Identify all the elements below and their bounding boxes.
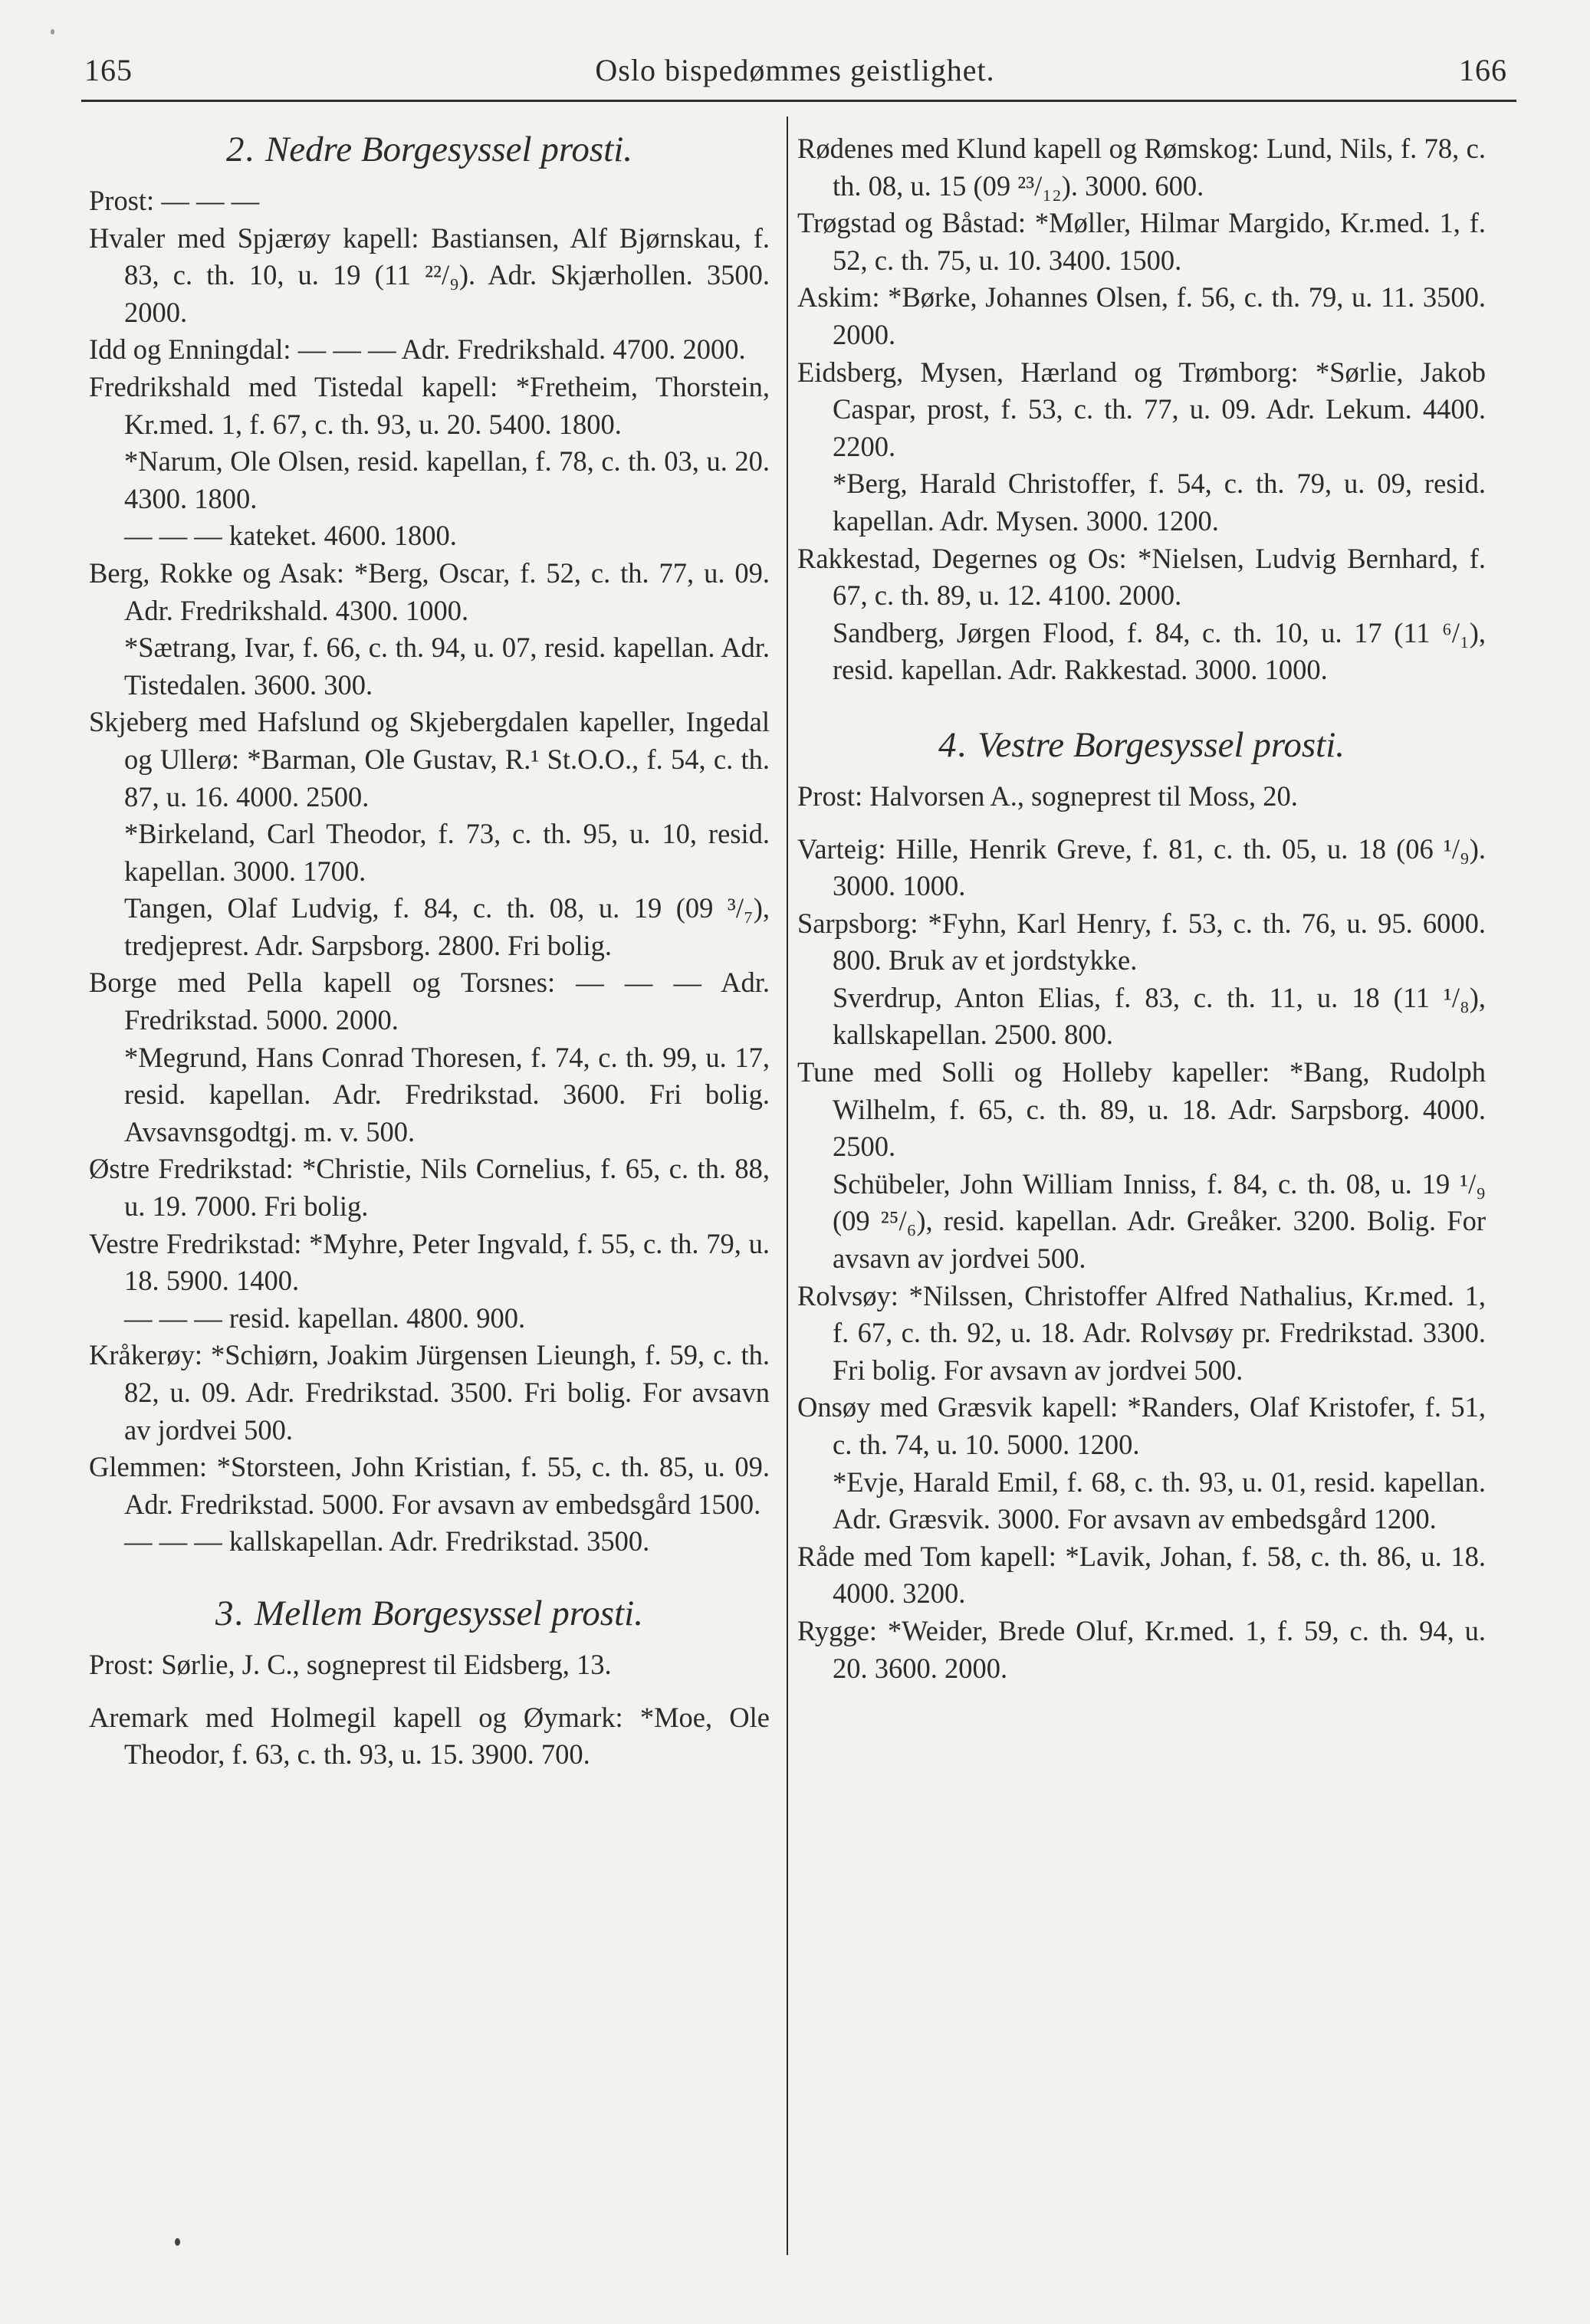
entry: Østre Fredrikstad: *Christie, Nils Cornelius, f. 65, c. th. 88, u. 19. 7000. Fri bolig. bbox=[89, 1153, 770, 1223]
entry: Råde med Tom kapell: *Lavik, Johan, f. 58, c. th. 86, u. 18. 4000. 3200. bbox=[797, 1540, 1486, 1610]
right-column bbox=[797, 115, 1486, 1687]
entry: Rolvsøy: *Nilssen, Christoffer Alfred Nathalius, Kr.med. 1, f. 67, c. th. 92, u. 18. Adr. Rolvsøy pr. Fredrikstad. 3300. Fri bolig. For avsavn av jordvei 500. bbox=[797, 1279, 1486, 1386]
entry-sub: *Megrund, Hans Conrad Thoresen, f. 74, c. th. 99, u. 17, resid. kapellan. Adr. Fredrikstad. 3600. Fri bolig. Avsavnsgodtgj. m. v. 500. bbox=[124, 1041, 770, 1147]
entry: Prost: — — — bbox=[89, 185, 260, 216]
section-number: 4. bbox=[938, 724, 969, 765]
entry-sub: — — — kallskapellan. Adr. Fredrikstad. 3500. bbox=[124, 1525, 650, 1558]
entry: Glemmen: *Storsteen, John Kristian, f. 55, c. th. 85, u. 09. Adr. Fredrikstad. 5000. For avsavn av embedsgård 1500. bbox=[89, 1451, 770, 1520]
entry: Sarpsborg: *Fyhn, Karl Henry, f. 53, c. th. 76, u. 95. 6000. 800. Bruk av et jordstykke. bbox=[797, 907, 1486, 977]
entry-sub: Tangen, Olaf Ludvig, f. 84, c. th. 08, u. 19 (09 ³/₇), tredjeprest. Adr. Sarpsborg. 2800. Fri bolig. bbox=[124, 892, 770, 961]
section-number: 2. bbox=[225, 130, 257, 169]
left-column bbox=[89, 115, 770, 1774]
section-title: Vestre Borgesyssel prosti. bbox=[977, 724, 1345, 765]
entry-sub: — — — resid. kapellan. 4800. 900. bbox=[124, 1302, 526, 1334]
prost-line: Prost: Halvorsen A., sogneprest til Moss, 20. bbox=[797, 780, 1298, 812]
section-number: 3. bbox=[215, 1593, 246, 1633]
entry: Eidsberg, Mysen, Hærland og Trømborg: *Sørlie, Jakob Caspar, prost, f. 53, c. th. 77, u. 09. Adr. Lekum. 4400. 2200. bbox=[797, 356, 1486, 462]
print-speck bbox=[51, 29, 54, 34]
section-heading bbox=[797, 723, 1486, 767]
entry-sub: *Evje, Harald Emil, f. 68, c. th. 93, u. 01, resid. kapellan. Adr. Græsvik. 3000. For avsavn av embedsgård 1200. bbox=[833, 1466, 1486, 1535]
entry: Aremark med Holmegil kapell og Øymark: *Moe, Ole Theodor, f. 63, c. th. 93, u. 15. 3900. 700. bbox=[89, 1701, 770, 1771]
entry: Kråkerøy: *Schiørn, Joakim Jürgensen Lieungh, f. 59, c. th. 82, u. 09. Adr. Fredrikstad. 3500. Fri bolig. For avsavn av jordvei 500. bbox=[89, 1339, 770, 1446]
entry-sub: *Sætrang, Ivar, f. 66, c. th. 94, u. 07, resid. kapellan. Adr. Tistedalen. 3600. 300. bbox=[124, 632, 770, 701]
entry: Rakkestad, Degernes og Os: *Nielsen, Ludvig Bernhard, f. 67, c. th. 89, u. 12. 4100. 2000. bbox=[797, 542, 1486, 612]
entry-sub: Schübeler, John William Inniss, f. 84, c. th. 08, u. 19 ¹/₉ (09 ²⁵/₆), resid. kapellan. Adr. Greåker. 3200. Bolig. For avsavn av jordvei 500. bbox=[833, 1167, 1486, 1275]
section-heading bbox=[89, 1591, 770, 1636]
section-title: Mellem Borgesyssel prosti. bbox=[255, 1593, 643, 1633]
running-title: Oslo bispedømmes geistlighet. bbox=[595, 53, 995, 87]
entry-sub: — — — kateket. 4600. 1800. bbox=[124, 520, 457, 552]
entry-sub: *Narum, Ole Olsen, resid. kapellan, f. 78, c. th. 03, u. 20. 4300. 1800. bbox=[124, 445, 770, 514]
entry: Berg, Rokke og Asak: *Berg, Oscar, f. 52, c. th. 77, u. 09. Adr. Fredrikshald. 4300. 1000. bbox=[89, 556, 770, 626]
entry: Tune med Solli og Holleby kapeller: *Bang, Rudolph Wilhelm, f. 65, c. th. 89, u. 18. Adr. Sarpsborg. 4000. 2500. bbox=[797, 1056, 1486, 1163]
page-number-left: 165 bbox=[84, 53, 133, 87]
entry: Borge med Pella kapell og Torsnes: — — — Adr. Fredrikstad. 5000. 2000. bbox=[89, 967, 770, 1036]
column-divider bbox=[787, 117, 788, 2255]
entry: Askim: *Børke, Johannes Olsen, f. 56, c. th. 79, u. 11. 3500. 2000. bbox=[797, 281, 1486, 350]
entry-sub: Sandberg, Jørgen Flood, f. 84, c. th. 10, u. 17 (11 ⁶/₁), resid. kapellan. Adr. Rakkestad. 3000. 1000. bbox=[833, 616, 1486, 686]
prost-line: Prost: Sørlie, J. C., sogneprest til Eidsberg, 13. bbox=[89, 1648, 612, 1680]
entry: Vestre Fredrikstad: *Myhre, Peter Ingvald, f. 55, c. th. 79, u. 18. 5900. 1400. bbox=[89, 1227, 770, 1297]
entry: Rygge: *Weider, Brede Oluf, Kr.med. 1, f. 59, c. th. 94, u. 20. 3600. 2000. bbox=[797, 1614, 1486, 1684]
ink-dot bbox=[175, 2238, 180, 2246]
entry: Skjeberg med Hafslund og Skjebergdalen kapeller, Ingedal og Ullerø: *Barman, Ole Gustav, R.¹ St.O.O., f. 54, c. th. 87, u. 16. 4000. 2500. bbox=[89, 706, 770, 812]
section-heading bbox=[89, 127, 770, 172]
entry-sub: Sverdrup, Anton Elias, f. 83, c. th. 11, u. 18 (11 ¹/₈), kallskapellan. 2500. 800. bbox=[833, 981, 1486, 1051]
entry: Idd og Enningdal: — — — Adr. Fredrikshald. 4700. 2000. bbox=[89, 333, 746, 366]
entry: Rødenes med Klund kapell og Rømskog: Lund, Nils, f. 78, c. th. 08, u. 15 (09 ²³/₁₂). 3000. 600. bbox=[797, 133, 1486, 202]
entry: Fredrikshald med Tistedal kapell: *Fretheim, Thorstein, Kr.med. 1, f. 67, c. th. 93, u. 20. 5400. 1800. bbox=[89, 370, 770, 440]
section-title: Nedre Borgesyssel prosti. bbox=[264, 130, 633, 169]
entry-sub: *Birkeland, Carl Theodor, f. 73, c. th. 95, u. 10, resid. kapellan. 3000. 1700. bbox=[124, 818, 770, 887]
entry: Onsøy med Græsvik kapell: *Randers, Olaf Kristofer, f. 51, c. th. 74, u. 10. 5000. 1200. bbox=[797, 1391, 1486, 1460]
entry-sub: *Berg, Harald Christoffer, f. 54, c. th. 79, u. 09, resid. kapellan. Adr. Mysen. 3000. 1200. bbox=[833, 468, 1486, 537]
entry: Trøgstad og Båstad: *Møller, Hilmar Margido, Kr.med. 1, f. 52, c. th. 75, u. 10. 3400. 1500. bbox=[797, 207, 1486, 276]
entry: Varteig: Hille, Henrik Greve, f. 81, c. th. 05, u. 18 (06 ¹/₉). 3000. 1000. bbox=[797, 832, 1486, 902]
entry: Hvaler med Spjærøy kapell: Bastiansen, Alf Bjørnskau, f. 83, c. th. 10, u. 19 (11 ²²/₉). Adr. Skjærhollen. 3500. 2000. bbox=[89, 222, 770, 328]
page-number-right: 166 bbox=[1459, 53, 1507, 87]
header-rule bbox=[81, 100, 1516, 102]
